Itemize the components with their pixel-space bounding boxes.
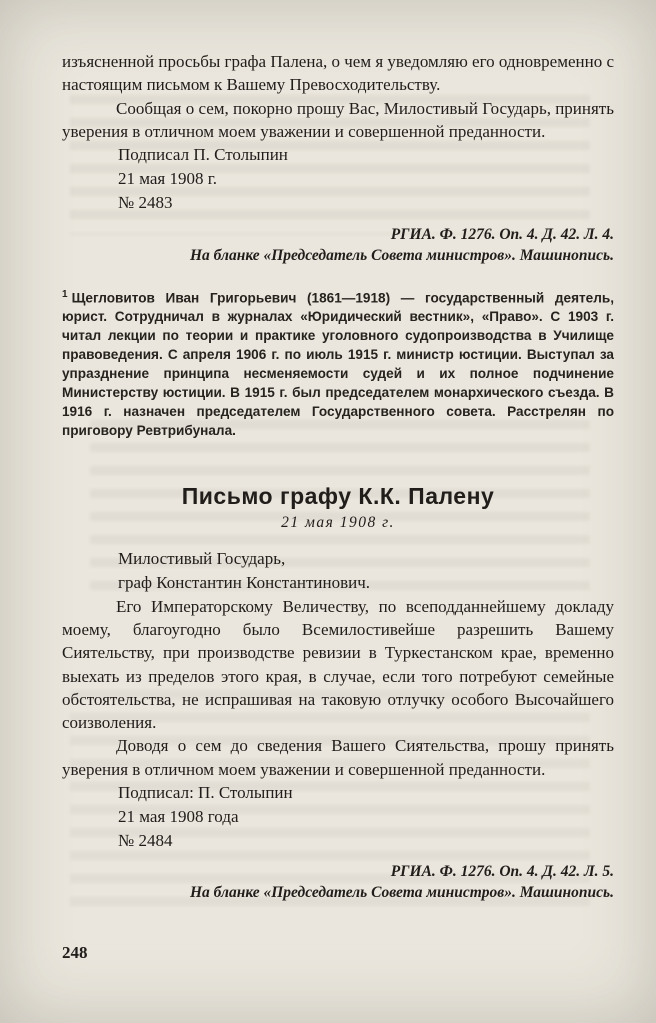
letter-source-note: На бланке «Председатель Совета министров». Машинопись.	[190, 884, 614, 902]
footnote-marker: 1	[62, 288, 68, 300]
previous-letter-source-note: На бланке «Председатель Совета министров». Машинопись.	[190, 246, 614, 264]
letter-paragraph-1: Его Императорскому Величеству, по всеподданнейшему докладу моему, благоугодно было Всемилостивейше разрешить Вашему Сиятельству, при производстве ревизии в Туркестанском крае, временно выехать из пределов этого края, в случае, если того потребуют семейные обстоятельства, не испрашивая на таковую отлучку особого Высочайшего соизволения.	[62, 596, 614, 733]
previous-letter-number: № 2483	[118, 192, 173, 212]
footnote	[62, 285, 614, 441]
previous-letter-archive-ref: РГИА. Ф. 1276. Оп. 4. Д. 42. Л. 4.	[390, 225, 614, 243]
letter-date-line: 21 мая 1908 года	[118, 806, 239, 826]
letter-archive-ref: РГИА. Ф. 1276. Оп. 4. Д. 42. Л. 5.	[390, 863, 614, 881]
page-number: 248	[62, 943, 88, 962]
previous-letter-signed-by: Подписал П. Столыпин	[118, 145, 288, 165]
previous-letter-source-block	[62, 224, 614, 266]
previous-letter-signature-block	[118, 143, 614, 214]
previous-letter-date: 21 мая 1908 г.	[118, 168, 218, 188]
letter-title: Письмо графу К.К. Палену	[181, 483, 495, 510]
letter-number: № 2484	[118, 830, 173, 850]
letter-signature-block	[118, 781, 614, 852]
letter-paragraph-2: Доводя о сем до сведения Вашего Сиятельства, прошу принять уверения в отличном моем уважении и совершенной преданности.	[62, 736, 614, 779]
letter-source-block	[62, 861, 614, 903]
letter-salutation	[118, 547, 614, 595]
salutation-line-1: Милостивый Государь,	[118, 549, 286, 569]
footnote-text: Щегловитов Иван Григорьевич (1861—1918) — государственный деятель, юрист. Сотрудничал в журналах «Юридический вестник», «Право». С 1903 г. читал лекции по теории и практике уголовного судопроизводства в Училище правоведения. С апреля 1906 г. по июль 1915 г. министр юстиции. Выступал за упразднение принципа несменяемости судей и их полное подчинение Министерству юстиции. В 1915 г. был председателем монархического съезда. В 1916 г. назначен председателем Государственного совета. Расстрелян по приговору Ревтрибунала.	[62, 290, 614, 439]
letter-signed-by: Подписал: П. Столыпин	[118, 783, 293, 803]
previous-letter-closing: Сообщая о сем, покорно прошу Вас, Милостивый Государь, принять уверения в отличном моем уважении и совершенной преданности.	[62, 98, 614, 141]
previous-letter-continuation: изъясненной просьбы графа Палена, о чем я уведомляю его одновременно с настоящим письмом к Вашему Превосходительству.	[62, 52, 614, 95]
letter-title-date: 21 мая 1908 г.	[281, 514, 395, 532]
salutation-line-2: граф Константин Константинович.	[118, 572, 371, 592]
page-content	[62, 50, 614, 903]
